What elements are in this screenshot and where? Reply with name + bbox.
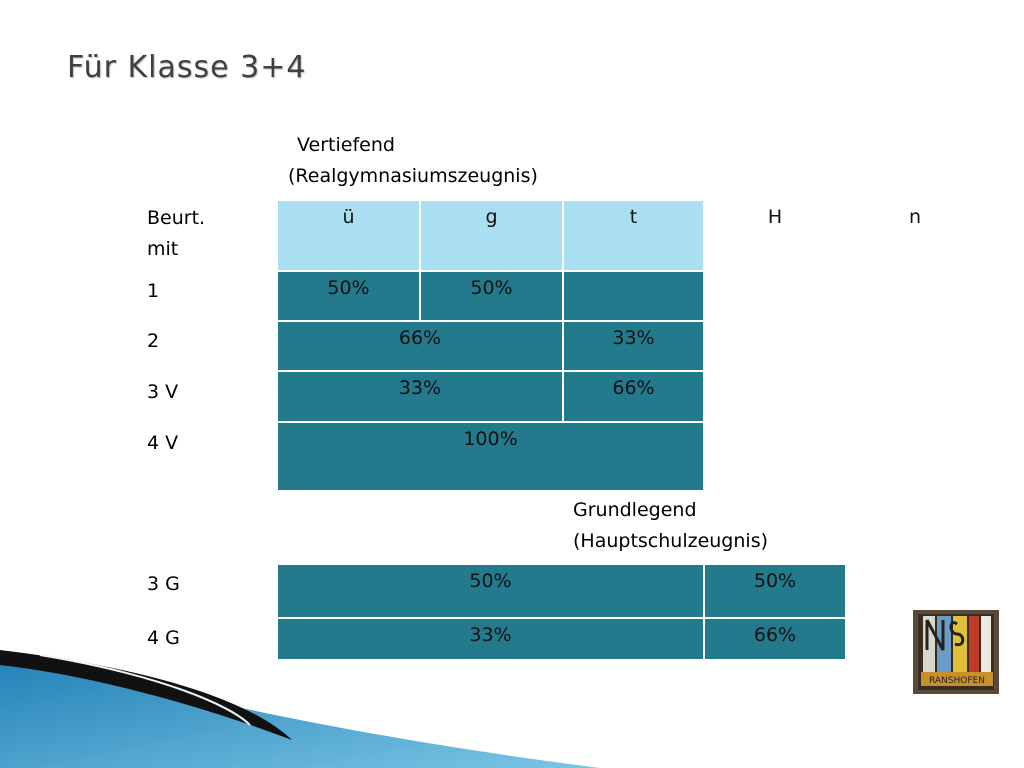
table-cell: 50%: [421, 272, 562, 320]
column-header-ue: ü: [278, 201, 419, 270]
table-cell: [564, 272, 703, 320]
column-header-g: g: [421, 201, 562, 270]
row-label: 1: [147, 280, 160, 302]
table-cell: 66%: [278, 322, 562, 370]
column-header-n: n: [908, 206, 922, 228]
table-cell: 66%: [564, 372, 703, 421]
page-title: Für Klasse 3+4: [67, 50, 307, 85]
table-cell: 50%: [278, 565, 703, 617]
vertiefend-title: Vertiefend: [297, 134, 395, 156]
school-logo: [913, 610, 999, 694]
row-header-label-2: mit: [147, 238, 179, 260]
column-header-h: H: [767, 206, 783, 228]
row-label: 2: [147, 330, 160, 352]
table-cell: 50%: [705, 565, 845, 617]
logo-text: RANSHOFEN: [929, 676, 985, 686]
vertiefend-subtitle: (Realgymnasiumszeugnis): [288, 165, 538, 187]
table-cell: 33%: [278, 372, 562, 421]
table-cell: 100%: [278, 423, 703, 490]
table-cell: 66%: [705, 619, 845, 659]
table-cell: 50%: [278, 272, 419, 320]
row-label: 4 V: [147, 432, 179, 454]
grundlegend-title: Grundlegend: [573, 499, 697, 521]
row-label: 3 G: [147, 573, 180, 595]
row-label: 3 V: [147, 381, 179, 403]
row-header-label: Beurt.: [147, 207, 206, 229]
grundlegend-subtitle: (Hauptschulzeugnis): [573, 530, 769, 552]
row-label: 4 G: [147, 627, 180, 649]
column-header-t: t: [564, 201, 703, 270]
table-cell: 33%: [564, 322, 703, 370]
table-cell: 33%: [278, 619, 703, 659]
